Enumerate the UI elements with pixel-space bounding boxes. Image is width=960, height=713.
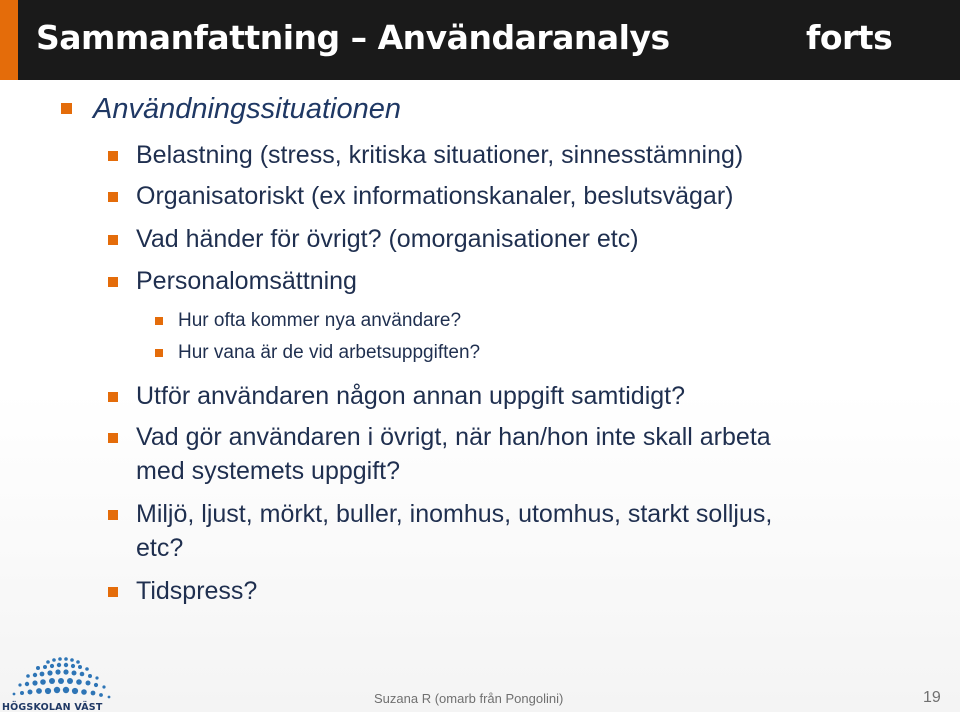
slide-title: Sammanfattning – Användaranalys [36,18,670,57]
bullet-square-icon [108,392,118,402]
bullet-square-icon [155,349,163,357]
list-item: Miljö, ljust, mörkt, buller, inomhus, utomhus, starkt solljus, [136,500,773,528]
bullet-square-icon [108,587,118,597]
list-item-continuation: etc? [136,534,184,562]
slide-title-suffix: forts [806,18,893,57]
list-item: Vad händer för övrigt? (omorganisationer etc) [136,225,639,253]
logo-text: HÖGSKOLAN VÄST [2,702,103,713]
heading-bullet: Användningssituationen [93,93,401,125]
list-item: Organisatoriskt (ex informationskanaler, beslutsvägar) [136,182,734,210]
list-subitem: Hur vana är de vid arbetsuppgiften? [178,342,481,363]
bullet-square-icon [108,510,118,520]
bullet-square-icon [108,151,118,161]
bullet-square-icon [108,433,118,443]
page-number: 19 [923,689,941,706]
list-item: Tidspress? [136,577,258,605]
list-item-continuation: med systemets uppgift? [136,457,401,485]
bullet-square-icon [108,277,118,287]
list-subitem: Hur ofta kommer nya användare? [178,310,462,331]
bullet-square-icon [108,192,118,202]
title-accent-bar [0,0,18,80]
bullet-square-icon [108,235,118,245]
list-item: Utför användaren någon annan uppgift samtidigt? [136,382,685,410]
bullet-square-icon [61,103,72,114]
list-item: Belastning (stress, kritiska situationer, sinnesstämning) [136,141,744,169]
bullet-square-icon [155,317,163,325]
list-item: Personalomsättning [136,267,357,295]
footer-author: Suzana R (omarb från Pongolini) [374,691,564,706]
list-item: Vad gör användaren i övrigt, när han/hon inte skall arbeta [136,423,771,451]
